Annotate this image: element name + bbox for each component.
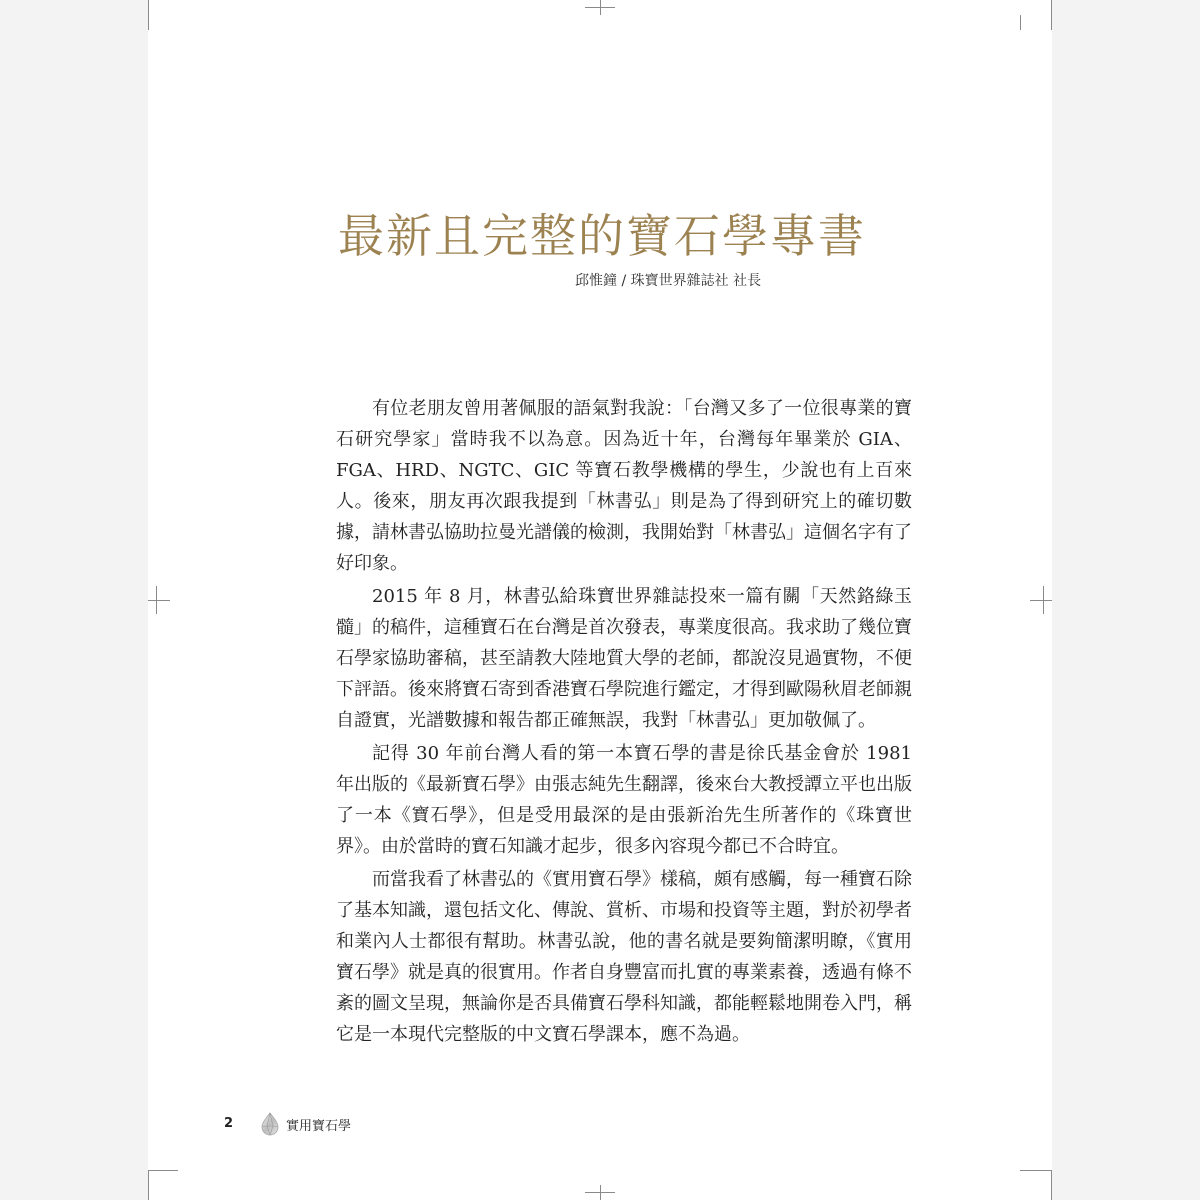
gem-icon	[260, 1112, 280, 1140]
crop-mark	[600, 0, 601, 15]
crop-mark	[148, 1170, 149, 1200]
crop-mark	[1051, 0, 1052, 30]
paragraph: 2015 年 8 月，林書弘給珠寶世界雜誌投來一篇有關「天然鉻綠玉髓」的稿件，這種寶石在台灣是首次發表，專業度很高。我求助了幾位寶石學家協助審稿，甚至請教大陸地質大學的老師，都說沒見過實物，不便下評語。後來將寶石寄到香港寶石學院進行鑑定，才得到歐陽秋眉老師親自證實，光譜數據和報告都正確無誤，我對「林書弘」更加敬佩了。	[336, 586, 912, 731]
crop-mark	[148, 0, 149, 30]
paragraph: 記得 30 年前台灣人看的第一本寶石學的書是徐氏基金會於 1981 年出版的《最新寶石學》由張志純先生翻譯，後來台大教授譚立平也出版了一本《寶石學》，但是受用最深的是由張新治先生所著作的《珠寶世界》。由於當時的寶石知識才起步，很多內容現今都已不合時宜。	[336, 743, 912, 857]
crop-mark	[1020, 1170, 1052, 1171]
crop-mark	[1043, 586, 1044, 614]
crop-mark	[156, 586, 157, 614]
crop-mark	[600, 1185, 601, 1200]
paragraph: 而當我看了林書弘的《實用寶石學》樣稿，頗有感觸，每一種寶石除了基本知識，還包括文化、傳說、賞析、市場和投資等主題，對於初學者和業內人士都很有幫助。林書弘說，他的書名就是要夠簡潔明瞭，《實用寶石學》就是真的很實用。作者自身豐富而扎實的專業素養，透過有條不紊的圖文呈現，無論你是否具備寶石學科知識，都能輕鬆地開卷入門，稱它是一本現代完整版的中文寶石學課本，應不為過。	[336, 869, 912, 1045]
crop-mark	[148, 1170, 178, 1171]
page-title: 最新且完整的寶石學專書	[338, 209, 866, 263]
book-title: 實用寶石學	[286, 1119, 352, 1134]
paragraph: 有位老朋友曾用著佩服的語氣對我說：「台灣又多了一位很專業的寶石研究學家」當時我不以為意。因為近十年，台灣每年畢業於 GIA、FGA、HRD、NGTC、GIC 等寶石教學機構的學生，少說也有上百來人。後來，朋友再次跟我提到「林書弘」則是為了得到研究上的確切數據，請林書弘協助拉曼光譜儀的檢測，我開始對「林書弘」這個名字有了好印象。	[336, 398, 912, 574]
crop-mark	[148, 600, 170, 601]
crop-mark	[1051, 1170, 1052, 1200]
article-body	[336, 393, 912, 1052]
crop-mark	[1030, 600, 1052, 601]
page-number: 2	[224, 1116, 234, 1131]
crop-mark	[1020, 15, 1021, 30]
author-byline: 邱惟鐘 / 珠寶世界雜誌社 社長	[575, 273, 762, 289]
